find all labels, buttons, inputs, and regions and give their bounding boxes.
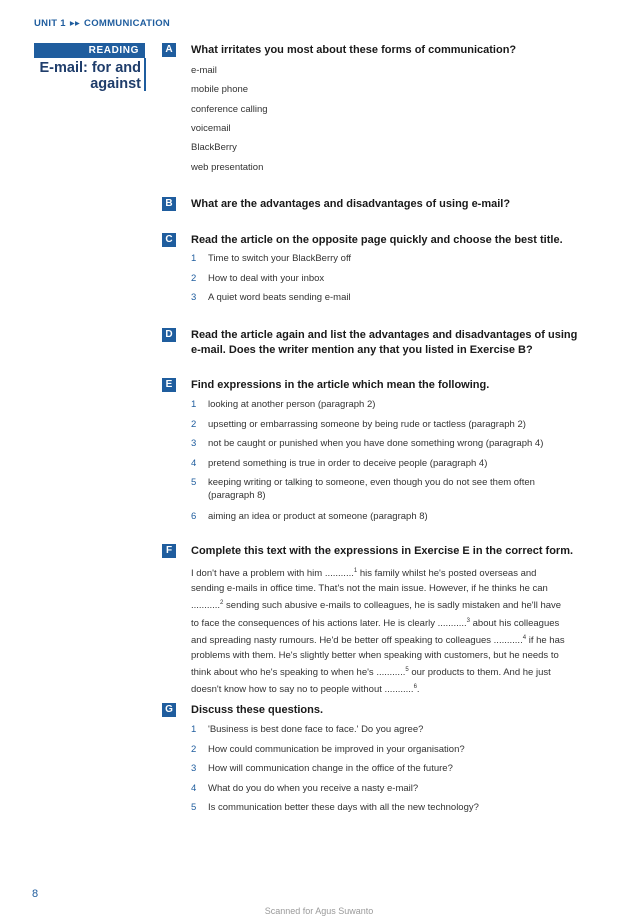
item-text: pretend something is true in order to deceive people (paragraph 4): [208, 457, 488, 469]
item-text: not be caught or punished when you have done something wrong (paragraph 4): [208, 438, 544, 449]
text-segment: think about who he's speaking to when he's: [191, 667, 377, 679]
text-segment: about his colleagues: [470, 617, 560, 629]
item-number: 5: [191, 477, 197, 488]
text-segment: and spreading nasty rumours. He'd be better off speaking to colleagues: [191, 635, 494, 646]
reading-title-line2: against: [90, 76, 141, 92]
section-c-badge: C: [162, 233, 176, 247]
text-line: [191, 680, 583, 697]
text-segment: .: [416, 684, 420, 696]
scanned-note: Scanned for Agus Suwanto: [264, 906, 374, 916]
gap-blank: ...........: [384, 684, 414, 696]
unit-topic: COMMUNICATION: [84, 18, 171, 29]
text-segment: I don't have a problem with him: [191, 568, 325, 580]
section-f-question: Complete this text with the expressions in Exercise E in the correct form.: [191, 545, 574, 557]
item-text: How will communication change in the office of the future?: [208, 763, 453, 774]
section-e-badge: E: [162, 378, 176, 392]
text-segment: his family whilst he's posted overseas and: [357, 568, 537, 580]
text-line: [191, 648, 583, 663]
reading-label: READING: [34, 43, 145, 58]
list-item: conference calling: [191, 103, 268, 115]
item-text: aiming an idea or product at someone (paragraph 8): [208, 510, 428, 522]
item-number: 4: [191, 782, 197, 794]
item-number: 4: [191, 457, 197, 469]
item-text: How could communication be improved in your organisation?: [208, 743, 465, 755]
title-divider: [144, 58, 146, 91]
gap-blank: ...........: [324, 568, 354, 580]
text-segment: if he has: [526, 635, 565, 646]
section-f-badge: F: [162, 544, 176, 558]
text-segment: sending e-mails in office time. That's not the main issue. However, if he thinks he can: [191, 583, 548, 595]
list-item: mobile phone: [191, 84, 249, 96]
text-line: [191, 564, 583, 581]
gap-number: 5: [405, 667, 409, 674]
item-number: 1: [191, 253, 197, 264]
section-g-badge: G: [162, 703, 176, 717]
section-d-question: [191, 328, 611, 358]
list-item: voicemail: [191, 122, 231, 134]
arrows-icon: ▸▸: [69, 18, 81, 29]
item-text: 'Business is best done face to face.' Do you agree?: [208, 724, 424, 735]
text-line: [191, 581, 583, 596]
section-f-text: [191, 564, 583, 698]
list-item: e-mail: [191, 65, 217, 76]
item-number: 3: [191, 292, 197, 303]
list-item: BlackBerry: [191, 142, 237, 154]
item-text: looking at another person (paragraph 2): [208, 399, 376, 410]
section-d-question-line2: e-mail. Does the writer mention any that you listed in Exercise B?: [191, 344, 533, 356]
text-line: [191, 614, 583, 631]
item-number: 3: [191, 438, 197, 449]
item-text: upsetting or embarrassing someone by being rude or tactless (paragraph 2): [208, 418, 526, 430]
section-b-question: What are the advantages and disadvantages of using e-mail?: [191, 198, 511, 210]
item-number: 6: [191, 510, 197, 522]
item-text: Time to switch your BlackBerry off: [208, 253, 352, 264]
text-segment: doesn't know how to say no to people without: [191, 684, 385, 696]
section-a-badge: A: [162, 43, 176, 57]
section-c-question: Read the article on the opposite page quickly and choose the best title.: [191, 234, 563, 246]
text-segment: to face the consequences of his actions later. He is clearly: [191, 617, 438, 629]
item-text: A quiet word beats sending e-mail: [208, 292, 351, 303]
section-d-badge: D: [162, 328, 176, 342]
item-number: 5: [191, 802, 197, 813]
item-number: 3: [191, 763, 197, 774]
list-item: web presentation: [191, 161, 264, 173]
gap-blank: ...........: [493, 635, 523, 646]
gap-number: 6: [413, 684, 417, 691]
gap-blank: ...........: [376, 667, 406, 679]
gap-number: 2: [220, 600, 224, 607]
text-segment: sending such abusive e-mails to colleagues, he is sadly mistaken and he'll have: [223, 600, 562, 612]
gap-blank: ...........: [191, 600, 221, 612]
gap-number: 3: [466, 617, 470, 624]
unit-label: UNIT 1: [34, 18, 66, 29]
page-number: 8: [32, 888, 39, 900]
section-d-question-line1: Read the article again and list the advantages and disadvantages of using: [191, 329, 578, 341]
text-segment: problems with them. He's slightly better when speaking with customers, but he needs to: [191, 650, 559, 662]
section-b-badge: B: [162, 197, 176, 211]
text-line: [191, 631, 583, 648]
text-segment: our products to them. And he just: [408, 667, 551, 679]
section-g-question: Discuss these questions.: [191, 704, 324, 716]
item-text: How to deal with your inbox: [208, 272, 325, 284]
text-line: [191, 596, 583, 613]
reading-title: [34, 60, 141, 92]
gap-number: 4: [522, 634, 527, 641]
item-text: Is communication better these days with all the new technology?: [208, 802, 479, 813]
item-text: What do you do when you receive a nasty e-mail?: [208, 782, 419, 794]
item-number: 1: [191, 724, 197, 735]
section-a-question: What irritates you most about these forms of communication?: [191, 44, 517, 56]
text-line: [191, 663, 583, 680]
item-text: keeping writing or talking to someone, even though you do not see them often: [208, 477, 535, 488]
item-number: 1: [191, 399, 197, 410]
item-number: 2: [191, 272, 197, 284]
gap-blank: ...........: [437, 617, 467, 629]
section-e-question: Find expressions in the article which mean the following.: [191, 379, 490, 391]
gap-number: 1: [353, 568, 358, 574]
item-text-continued: (paragraph 8): [208, 490, 266, 501]
item-number: 2: [191, 743, 197, 755]
reading-title-line1: E-mail: for and: [39, 60, 141, 76]
unit-header: [34, 18, 170, 29]
item-number: 2: [191, 418, 197, 430]
